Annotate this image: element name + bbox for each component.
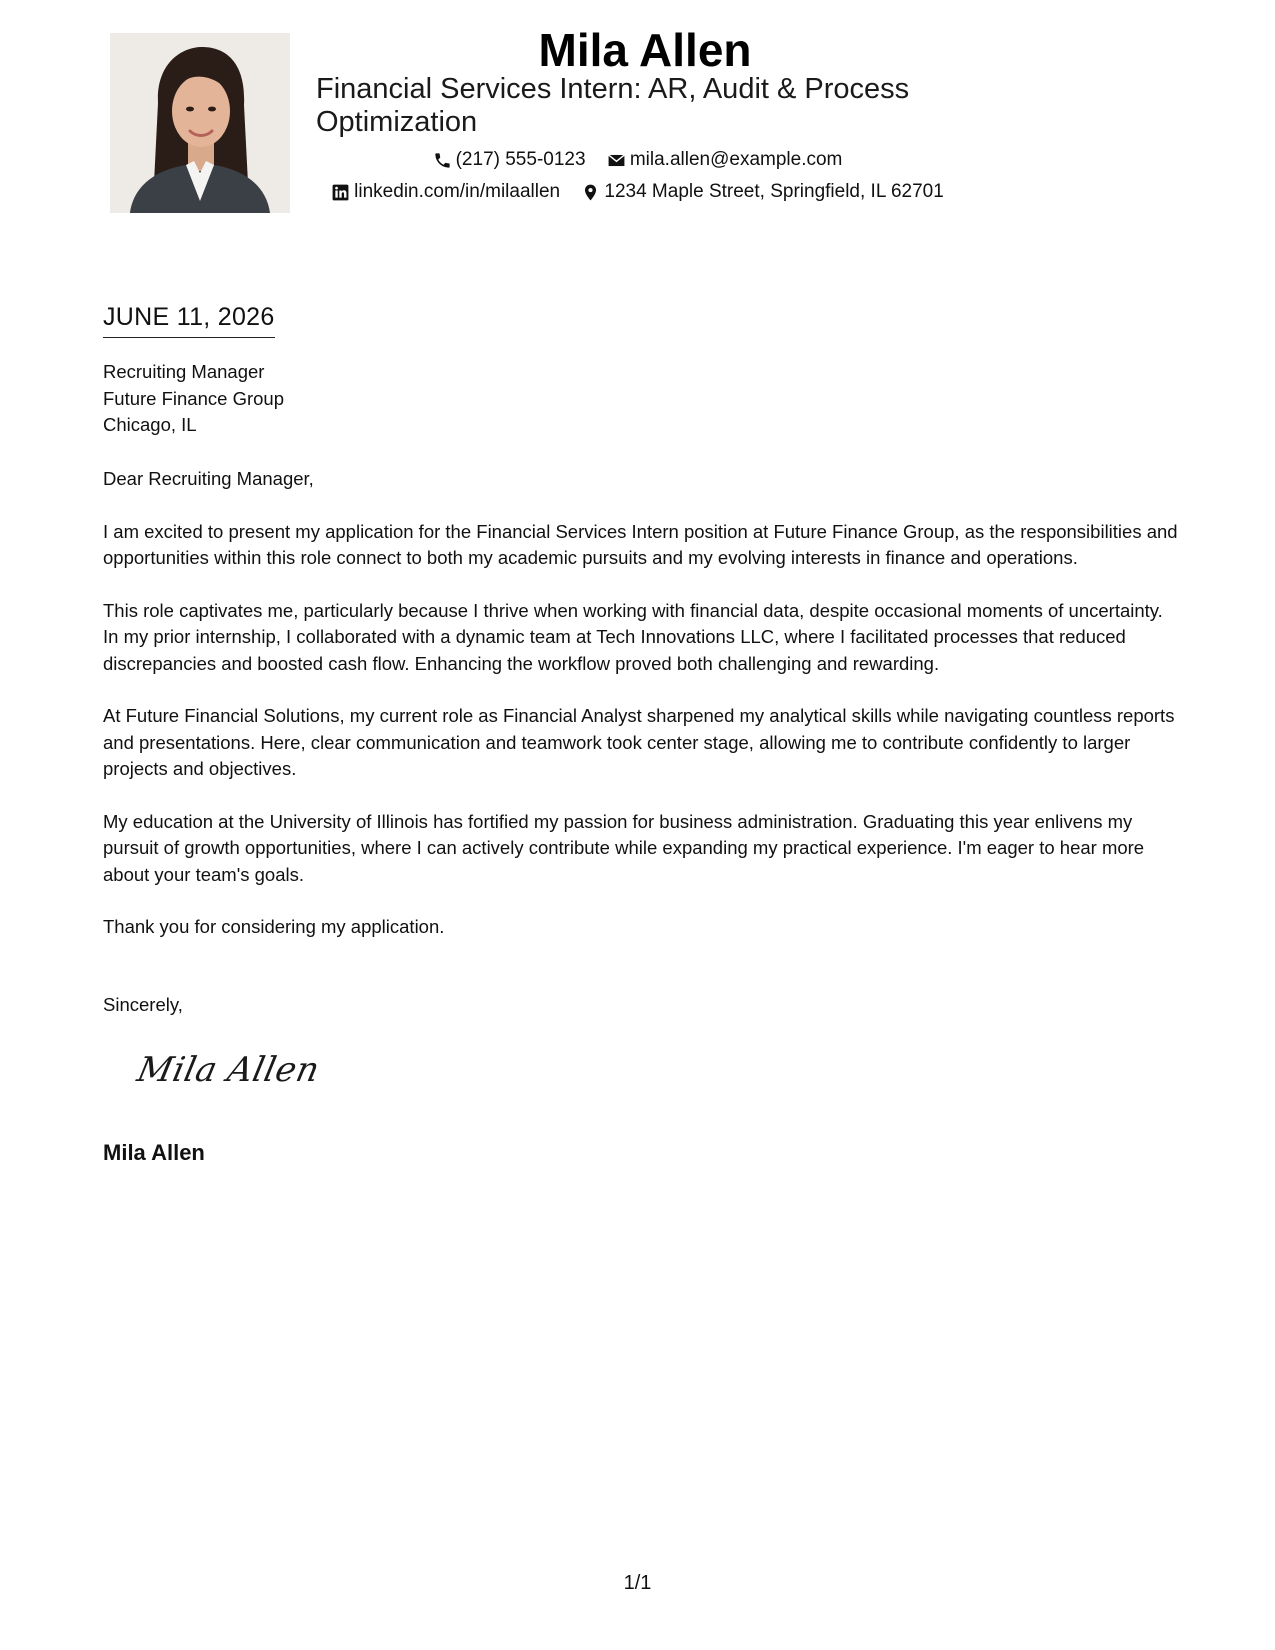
- body-paragraph: This role captivates me, particularly because I thrive when working with financial data, despite occasional moments of uncertainty. In my prior internship, I collaborated with a dynamic team at Tech Innovations LLC, where I facilitated processes that reduced discrepancies and boosted cash flow. Enhancing the workflow proved both challenging and rewarding.: [103, 599, 1163, 674]
- letter-body: [103, 466, 1178, 967]
- body-paragraph: Thank you for considering my application.: [103, 916, 445, 937]
- contact-row-primary: [0, 147, 1275, 178]
- contact-row-secondary: [0, 179, 1275, 210]
- candidate-headline: Financial Services Intern: AR, Audit & Process Optimization: [316, 73, 910, 138]
- recipient-location: Chicago, IL: [103, 414, 197, 435]
- body-paragraph: At Future Financial Solutions, my current role as Financial Analyst sharpened my analytical skills while navigating countless reports and presentations. Here, clear communication and teamwork took center stage, allowing me to contribute confidently to larger projects and objectives.: [103, 705, 1175, 779]
- envelope-icon: [607, 151, 626, 170]
- handwritten-signature: Mila Allen: [133, 1050, 324, 1090]
- linkedin-icon: [331, 183, 350, 202]
- map-pin-icon: [581, 183, 600, 202]
- contact-linkedin[interactable]: [331, 179, 560, 205]
- closing: Sincerely,: [103, 994, 183, 1015]
- contact-phone[interactable]: [433, 147, 586, 173]
- recipient-title: Recruiting Manager: [103, 361, 265, 382]
- contact-address-text: 1234 Maple Street, Springfield, IL 62701: [604, 181, 944, 202]
- candidate-name: Mila Allen: [538, 24, 752, 76]
- contact-phone-text: (217) 555-0123: [455, 149, 586, 170]
- contact-linkedin-text: linkedin.com/in/milaallen: [354, 181, 561, 202]
- contact-email-text: mila.allen@example.com: [629, 149, 843, 170]
- page-number: 1/1: [623, 1572, 652, 1594]
- recipient-block: [103, 359, 284, 439]
- body-paragraph: I am excited to present my application for the Financial Services Intern position at Future Finance Group, as the responsibilities and opportunities within this role connect to both my academic pursuits and my evolving interests in finance and operations.: [103, 520, 1178, 568]
- recipient-company: Future Finance Group: [103, 387, 284, 409]
- letter-date: JUNE 11, 2026: [103, 301, 275, 338]
- contact-email[interactable]: [607, 147, 843, 173]
- body-paragraph: My education at the University of Illinois has fortified my passion for business administration. Graduating this year enlivens my pursuit of growth opportunities, where I can actively contribute while expanding my practical experience. I'm eager to hear more about your team's goals.: [103, 810, 1145, 885]
- phone-icon: [433, 151, 452, 170]
- salutation: Dear Recruiting Manager,: [103, 468, 314, 489]
- signer-name: Mila Allen: [103, 1140, 205, 1165]
- contact-address: [581, 179, 943, 205]
